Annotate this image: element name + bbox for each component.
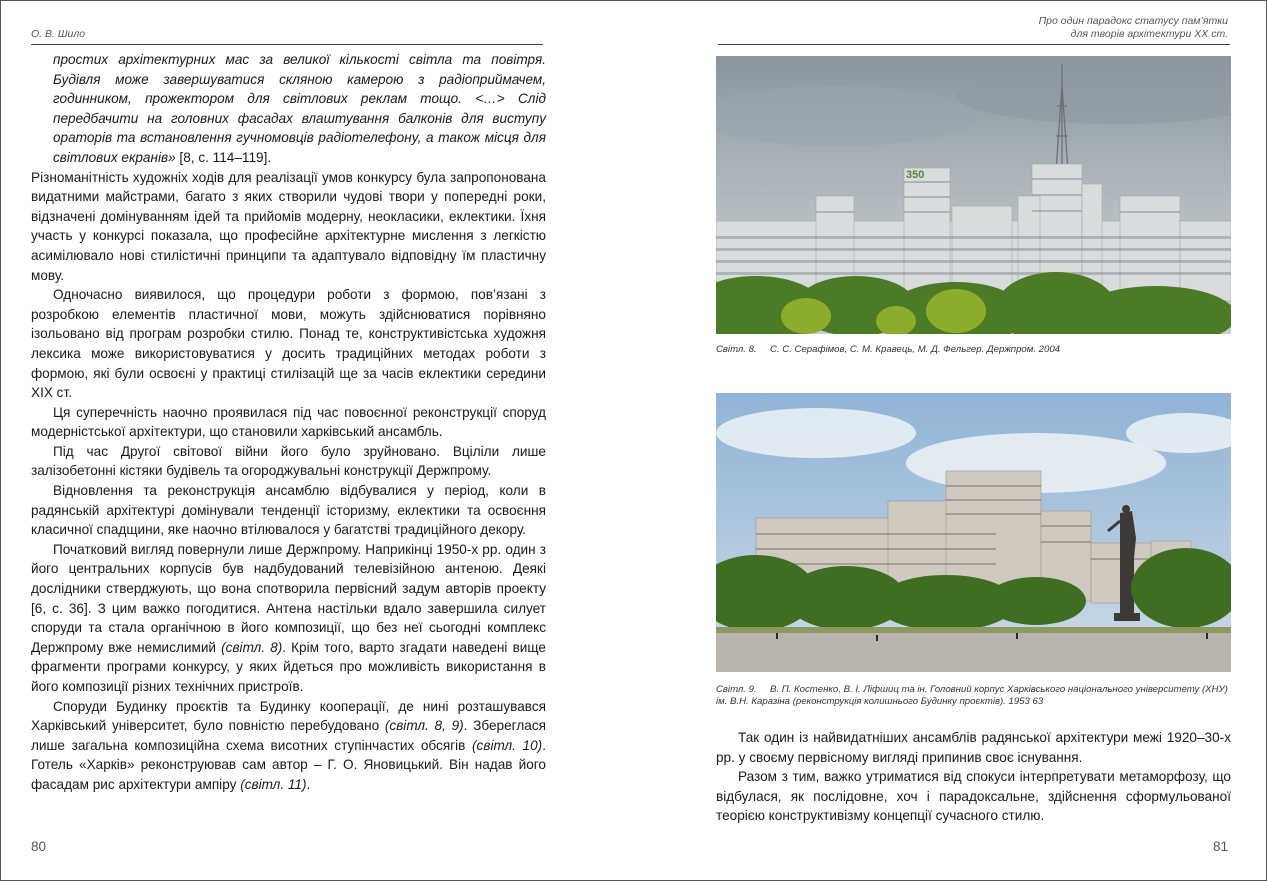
paragraph-6 [31, 540, 546, 697]
header-rule [718, 44, 1230, 45]
figure-ref-11: (світл. 11) [240, 776, 307, 792]
right-body-text [716, 728, 1231, 826]
paragraph-7-text-b: . Збереглася лише загальна композиційна схема висотних ступінчастих обсягів [31, 718, 546, 753]
quote-text: простих архітектурних мас за великої кількості світла та повітря. Будівля може завершуватися скляною камерою з радіоприймачем, годинником, прожектором для світлових реклам тощо. <…> Слід передбачити на головних фасадах влаштування балконів для виступу ораторів та встановлення гучномовців радіотелефону, а також місця для світлових екранів» [53, 52, 546, 165]
caption-label-8: Світл. 8. [716, 344, 757, 355]
running-head-line-2: для творів архітектури ХХ ст. [1070, 28, 1228, 40]
paragraph-7-text-d: . [306, 776, 311, 792]
left-body-text [31, 50, 546, 795]
figure-ref-10: (світл. 10) [472, 737, 543, 753]
figure-ref-8: (світл. 8) [221, 639, 283, 655]
header-rule [31, 44, 543, 45]
running-head-line-1: Про один парадокс статусу пам’ятки [1038, 15, 1228, 27]
figure-ref-8-9: (світл. 8, 9) [384, 718, 464, 734]
page-number-right: 81 [1212, 839, 1228, 854]
paragraph-7 [31, 697, 546, 795]
page-number-left: 80 [31, 839, 47, 854]
caption-text-8: С. С. Серафімов, С. М. Кравець, М. Д. Фельгер. Держпром. 2004 [770, 344, 1061, 355]
right-paragraph-1: Так один із найвидатніших ансамблів радянської архітектури межі 1920–30-х рр. у своєму первісному вигляді припинив своє існування. [716, 730, 1231, 765]
running-head-title [1039, 15, 1228, 41]
right-paragraph-2: Разом з тим, важко утриматися від спокуси інтерпретувати метаморфозу, що відбулася, як послідовне, хоч і парадоксальне, здійснення сформульованої теорією конструктивізму концепції сучасного стилю. [716, 769, 1231, 824]
quote-reference: [8, с. 114–119]. [175, 149, 272, 165]
paragraph-3: Ця суперечність наочно проявилася під час повоєнної реконструкції споруд модерністської архітектури, що становили харківський ансамбль. [31, 404, 546, 440]
paragraph-2: Одночасно виявилося, що процедури роботи з формою, пов’язані з розробкою елементів пластичної мови, можуть здійснюватися порівняно ізольовано від програм розробки стилю. Понад те, конструктивістська художня лексика може використовуватися у досить традиційних методах роботи з формою, які були освоєні у практиці стилізацій ще за часів еклектики середини ХІХ ст. [31, 287, 546, 401]
university-image [716, 393, 1231, 672]
paragraph-1: Різноманітність художніх ходів для реалізації умов конкурсу була запропонована видатними майстрами, багато з яких створили чудові твори у попередні роки, відзначені домінуванням ідей та прийомів модерну, неокласики, еклектики. Їхня участь у конкурсі показала, що професійне архітектурне мислення з легкістю асимілювало нові стилістичні принципи та адаптувало відповідну їм пластичну мову. [31, 169, 546, 283]
photo-university [716, 393, 1231, 672]
right-page [634, 1, 1266, 880]
quote-block [31, 50, 546, 168]
running-head-author: О. В. Шило [31, 28, 86, 40]
paragraph-5: Відновлення та реконструкція ансамблю відбувалися у період, коли в радянській архітектурі домінували тенденції історизму, еклектики та освоєння класичної спадщини, яке наочно втілювалося у багатстві традиційного декору. [31, 483, 546, 538]
paragraph-4: Під час Другої світової війни його було зруйновано. Вціліли лише залізобетонні кістяки будівель та огороджувальні конструкції Держпрому. [31, 443, 546, 479]
caption-label-9: Світл. 9. [716, 684, 757, 695]
caption-figure-9 [716, 684, 1236, 708]
paragraph-6-text-a: Початковий вигляд повернули лише Держпрому. Наприкінці 1950-х рр. один з його центральних корпусів був надбудований телевізійною антеною. Деякі дослідники стверджують, що вона спотворила первісний задум авторів проекту [6, с. 36]. З цим важко погодитися. Антена настільки вдало завершила силует споруди та стала органічною в його композиції, що без неї сьогодні комплекс Держпрому вже немислимий [31, 541, 546, 655]
caption-text-9: В. П. Костенко, В. І. Ліфшиц та ін. Головний корпус Харківського національного університету (ХНУ) ім. В.Н. Каразіна (реконструкція колишнього Будинку проєктів). 1953 63 [716, 684, 1228, 707]
paragraph-6-text-b: . Крім того, варто згадати наведені вище фрагменти програми конкурсу, у яких йдеться про можливість використання в його композиції різних технічних пристроїв. [31, 639, 546, 694]
building-sign-350: 350 [906, 169, 925, 181]
derzhprom-image [716, 56, 1231, 334]
photo-derzhprom [716, 56, 1231, 334]
caption-figure-8 [716, 344, 1236, 356]
paragraph-7-text-a: Споруди Будинку проєктів та Будинку кооперації, де нині розташувався Харківський університет, було повністю перебудовано [31, 698, 546, 734]
paragraph-7-text-c: . Готель «Харків» реконструював сам автор – Г. О. Яновицький. Він надав його фасадам рис архітектури ампіру [31, 737, 546, 792]
left-page [1, 1, 634, 880]
